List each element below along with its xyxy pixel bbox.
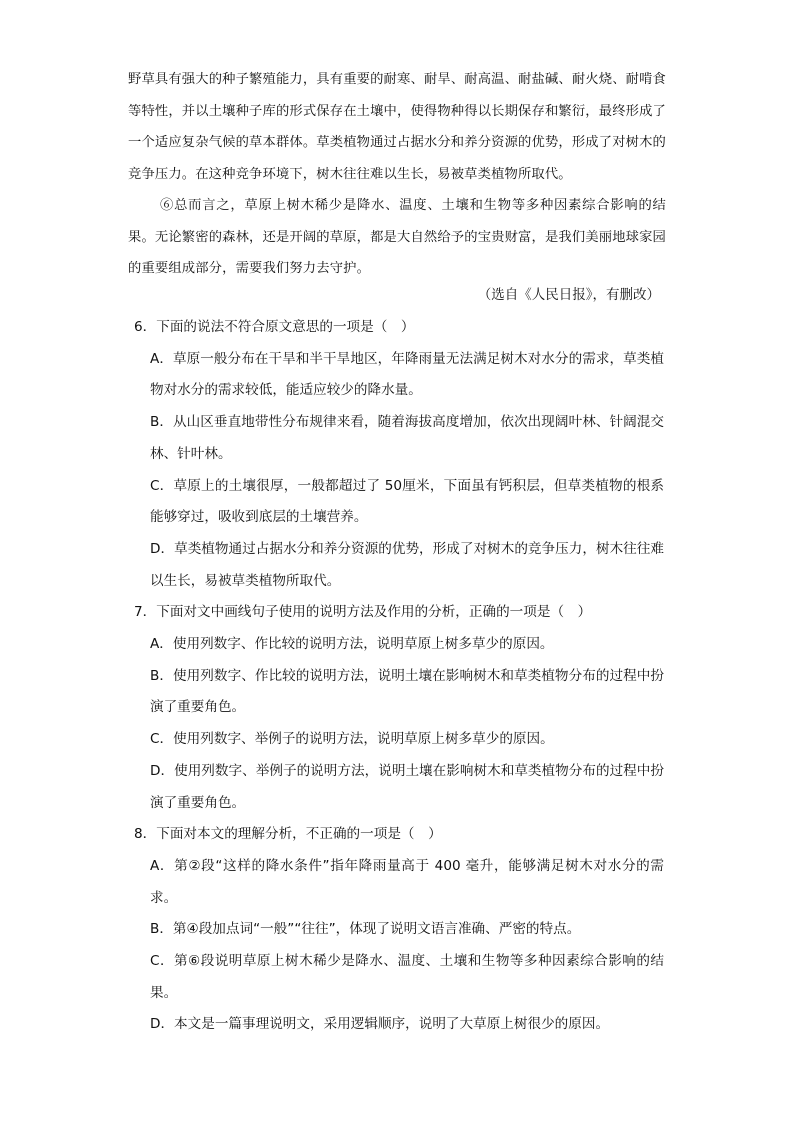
question-stem: 6．下面的说法不符合原文意思的一项是（ ） <box>134 319 415 335</box>
question-7 <box>134 597 664 819</box>
option-a: A．草原一般分布在干旱和半干旱地区，年降雨量无法满足树木对水分的需求，草类植物对水分的需求较低，能适应较少的降水量。 <box>150 350 664 399</box>
passage <box>128 64 666 285</box>
passage-paragraph-2: ⑥总而言之，草原上树木稀少是降水、温度、土壤和生物等多种因素综合影响的结果。无论繁密的森林，还是开阔的草原，都是大自然给予的宝贵财富，是我们美丽地球家园的重要组成部分，需要我们努力去守护。 <box>128 198 666 276</box>
question-list <box>134 312 664 1041</box>
option-d: D．本文是一篇事理说明文，采用逻辑顺序，说明了大草原上树很少的原因。 <box>150 1016 610 1033</box>
option-b: B．从山区垂直地带性分布规律来看，随着海拔高度增加，依次出现阔叶林、针阔混交林、针叶林。 <box>150 414 664 462</box>
question-8 <box>134 819 664 1041</box>
question-6 <box>134 312 664 597</box>
option-d: D．使用列数字、举例子的说明方法，说明土壤在影响树木和草类植物分布的过程中扮演了重要角色。 <box>150 762 664 811</box>
passage-paragraph-1: 野草具有强大的种子繁殖能力，具有重要的耐寒、耐旱、耐高温、耐盐碱、耐火烧、耐啃食等特性，并以土壤种子库的形式保存在土壤中，使得物种得以长期保存和繁衍，最终形成了一个适应复杂气候的草本群体。草类植物通过占据水分和养分资源的优势，形成了对树木的竞争压力。在这种竞争环境下，树木往往难以生长，易被草类植物所取代。 <box>128 72 666 182</box>
option-c: C．第⑥段说明草原上树木稀少是降水、温度、土壤和生物等多种因素综合影响的结果。 <box>150 953 664 1001</box>
question-stem: 8．下面对本文的理解分析，不正确的一项是（ ） <box>134 826 442 843</box>
option-d: D．草类植物通过占据水分和养分资源的优势，形成了对树木的竞争压力，树木往往难以生长，易被草类植物所取代。 <box>150 540 664 589</box>
source-citation: （选自《人民日报》，有删改） <box>477 287 660 303</box>
option-b: B．第④段加点词“一般”“往往”，体现了说明文语言准确、严密的特点。 <box>150 921 581 938</box>
option-c: C．草原上的土壤很厚，一般都超过了 50厘米，下面虽有钙积层，但草类植物的根系能够穿过，吸收到底层的土壤营养。 <box>150 477 664 526</box>
option-a: A．使用列数字、作比较的说明方法，说明草原上树多草少的原因。 <box>150 636 554 653</box>
option-b: B．使用列数字、作比较的说明方法，说明土壤在影响树木和草类植物分布的过程中扮演了重要角色。 <box>150 667 664 716</box>
option-a: A．第②段“这样的降水条件”指年降雨量高于 400 毫升，能够满足树木对水分的需求。 <box>150 857 664 906</box>
option-c: C．使用列数字、举例子的说明方法，说明草原上树多草少的原因。 <box>150 731 554 748</box>
question-stem: 7．下面对文中画线句子使用的说明方法及作用的分析，正确的一项是（ ） <box>134 604 592 621</box>
